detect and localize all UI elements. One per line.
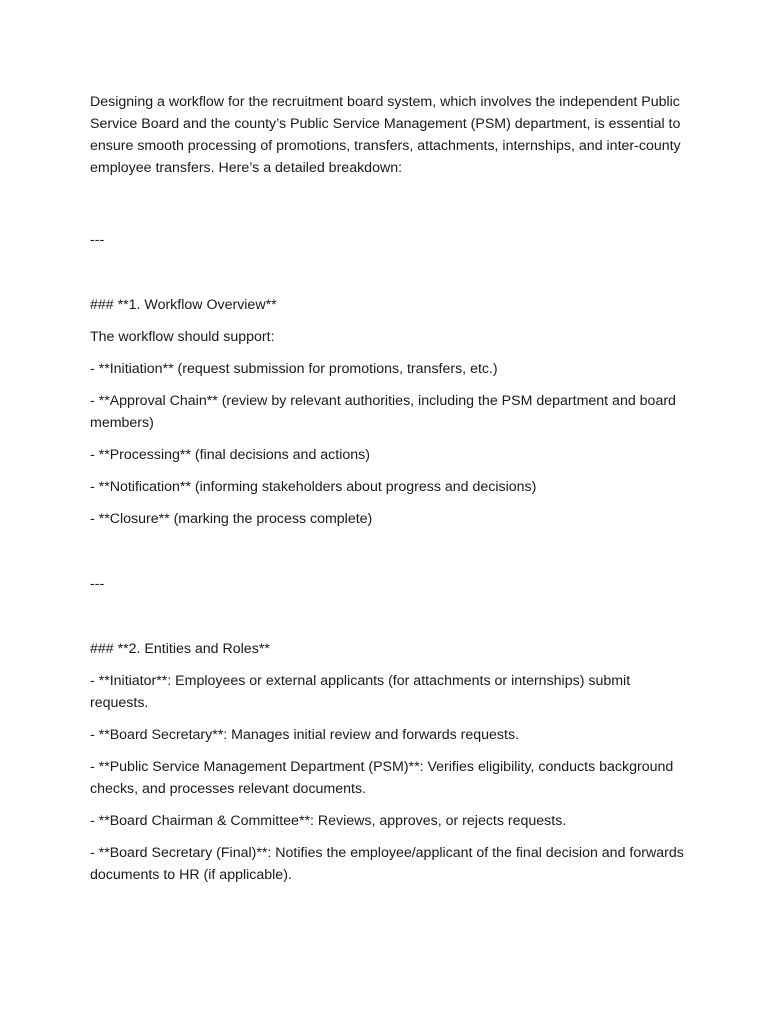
section-heading: ### **2. Entities and Roles** — [90, 641, 270, 657]
separator-2: --- — [90, 576, 105, 592]
intro-paragraph: Designing a workflow for the recruitment board system, which involves the independent Public Service Board and the county’s Public Service Management (PSM) department, is essential to ensure smooth processing of promotions, transfers, attachments, internships, and inter-county employee transfers. Here’s a detailed breakdown: — [90, 94, 681, 176]
separator-1: --- — [90, 232, 105, 248]
list-item: - **Processing** (final decisions and actions) — [90, 447, 370, 463]
list-item: - **Closure** (marking the process complete) — [90, 511, 373, 527]
section-lead: The workflow should support: — [90, 329, 275, 345]
list-item: - **Notification** (informing stakeholders about progress and decisions) — [90, 479, 537, 495]
list-item: - **Approval Chain** (review by relevant authorities, including the PSM department and board members) — [90, 393, 676, 431]
list-item: - **Board Secretary**: Manages initial review and forwards requests. — [90, 727, 519, 743]
list-item: - **Initiator**: Employees or external applicants (for attachments or internships) submit requests. — [90, 673, 631, 711]
list-item: - **Board Chairman & Committee**: Reviews, approves, or rejects requests. — [90, 813, 567, 829]
section-workflow-overview — [90, 294, 690, 530]
list-item: - **Initiation** (request submission for promotions, transfers, etc.) — [90, 361, 498, 377]
section-heading: ### **1. Workflow Overview** — [90, 297, 277, 313]
section-entities-roles — [90, 638, 690, 886]
document-page — [90, 91, 690, 886]
list-item: - **Board Secretary (Final)**: Notifies the employee/applicant of the final decision and forwards documents to HR (if applicable). — [90, 845, 684, 883]
list-item: - **Public Service Management Department (PSM)**: Verifies eligibility, conducts background checks, and processes relevant documents. — [90, 759, 674, 797]
